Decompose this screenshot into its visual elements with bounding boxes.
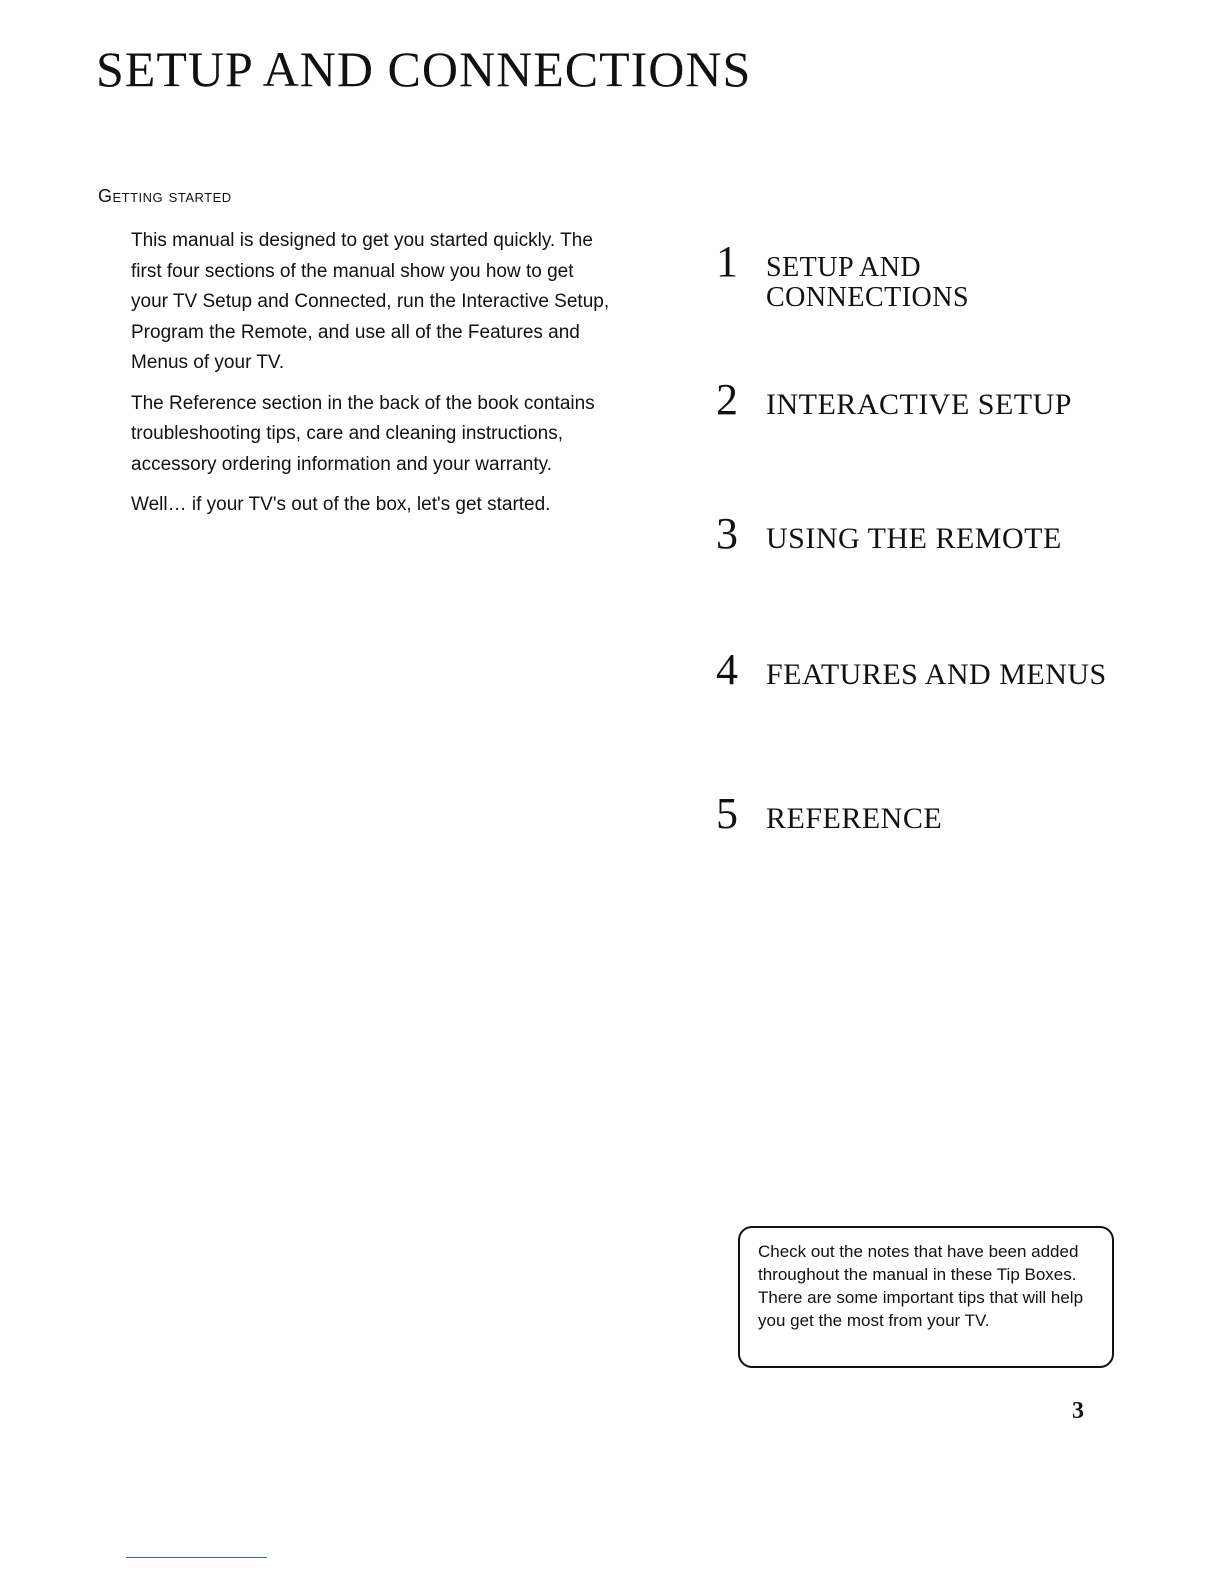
tip-box-text: Check out the notes that have been added throughout the manual in these Tip Boxes. There are some important tips that will help you get the most from your TV. [758, 1242, 1084, 1330]
toc-item-number: 5 [716, 789, 738, 838]
intro-paragraph: This manual is designed to get you started quickly. The first four sections of the manual show you how to get your TV Setup and Connected, run the Interactive Setup, Program the Remote, and use all of the Features and Menus of your TV. [131, 230, 610, 373]
toc-item-using-the-remote [716, 508, 1062, 559]
intro-text [131, 226, 611, 531]
toc-item-label: INTERACTIVE SETUP [766, 388, 1072, 421]
toc-item-label: USING THE REMOTE [766, 522, 1062, 555]
toc-item-features-and-menus [716, 644, 1107, 695]
footer-divider [126, 1557, 267, 1558]
closing-paragraph: Well… if your TV's out of the box, let's get started. [131, 494, 551, 515]
toc-item-number: 2 [716, 375, 738, 424]
toc-item-number: 1 [716, 237, 738, 286]
toc-item-label: SETUP AND CONNECTIONS [766, 252, 970, 313]
toc-item-interactive-setup [716, 374, 1072, 425]
toc-item-reference [716, 788, 942, 839]
reference-paragraph: The Reference section in the back of the book contains troubleshooting tips, care and cleaning instructions, accessory ordering information and your warranty. [131, 392, 595, 475]
toc-item-number: 3 [716, 509, 738, 558]
toc-item-number: 4 [716, 645, 738, 694]
page-number: 3 [1072, 1398, 1084, 1424]
toc-item-label: REFERENCE [766, 802, 943, 835]
toc-item-label: FEATURES AND MENUS [766, 658, 1107, 691]
section-heading-getting-started: Getting started [98, 186, 232, 206]
page-title: SETUP AND CONNECTIONS [96, 41, 752, 97]
toc-item-setup-and-connections [716, 236, 1006, 313]
tip-box [738, 1226, 1114, 1368]
